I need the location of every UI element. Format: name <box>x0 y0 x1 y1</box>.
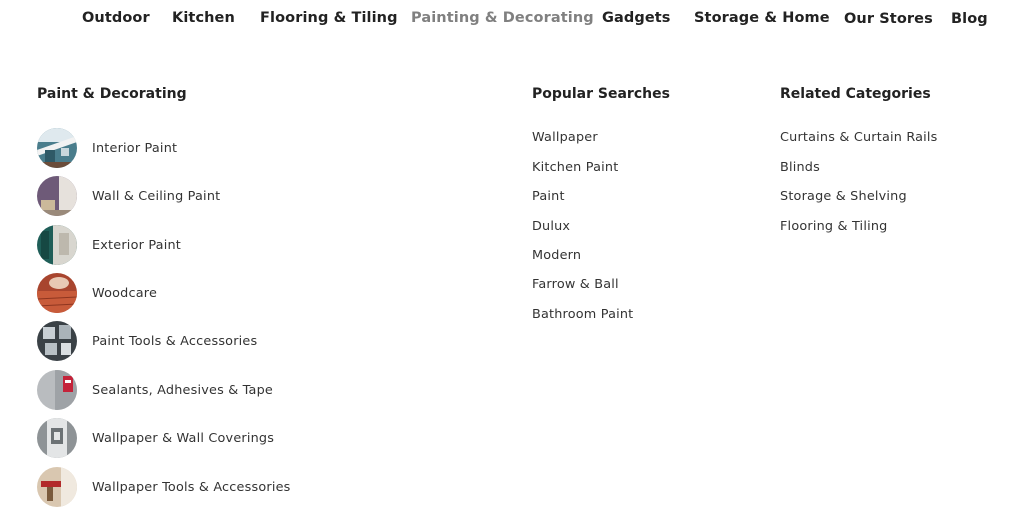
category-item-sealants[interactable] <box>37 370 337 410</box>
sealants-thumbnail <box>37 370 77 410</box>
popular-search-link[interactable]: Wallpaper <box>532 130 598 145</box>
category-item-wallpaper[interactable] <box>37 418 337 458</box>
category-label: Wallpaper & Wall Coverings <box>92 430 275 446</box>
related-category-link[interactable]: Storage & Shelving <box>780 189 907 204</box>
nav-item-flooring[interactable]: Flooring & Tiling <box>260 10 398 26</box>
wall-ceiling-paint-thumbnail <box>37 176 77 216</box>
category-label: Exterior Paint <box>92 237 181 253</box>
nav-item-blog[interactable]: Blog <box>951 11 988 27</box>
popular-search-link[interactable]: Modern <box>532 248 582 263</box>
nav-item-outdoor[interactable]: Outdoor <box>82 10 150 26</box>
category-item-exterior-paint[interactable] <box>37 225 337 265</box>
popular-searches-heading: Popular Searches <box>532 86 670 102</box>
interior-paint-thumbnail <box>37 128 77 168</box>
nav-item-storage-home[interactable]: Storage & Home <box>694 10 830 26</box>
related-category-link[interactable]: Flooring & Tiling <box>780 219 888 234</box>
related-category-link[interactable]: Blinds <box>780 160 820 175</box>
category-item-wall-ceiling-paint[interactable] <box>37 176 337 216</box>
category-label: Interior Paint <box>92 140 178 156</box>
popular-search-link[interactable]: Bathroom Paint <box>532 307 634 322</box>
popular-search-link[interactable]: Dulux <box>532 219 571 234</box>
related-category-link[interactable]: Curtains & Curtain Rails <box>780 130 938 145</box>
category-item-paint-tools[interactable] <box>37 321 337 361</box>
paint-tools-thumbnail <box>37 321 77 361</box>
category-label: Wall & Ceiling Paint <box>92 188 221 204</box>
wallpaper-tools-thumbnail <box>37 467 77 507</box>
nav-item-painting-decorating[interactable]: Painting & Decorating <box>411 10 594 26</box>
popular-search-link[interactable]: Farrow & Ball <box>532 277 619 292</box>
category-label: Woodcare <box>92 285 158 301</box>
category-label: Wallpaper Tools & Accessories <box>92 479 291 495</box>
woodcare-thumbnail <box>37 273 77 313</box>
categories-heading: Paint & Decorating <box>37 86 187 102</box>
related-categories-heading: Related Categories <box>780 86 931 102</box>
category-label: Paint Tools & Accessories <box>92 333 258 349</box>
category-label: Sealants, Adhesives & Tape <box>92 382 273 398</box>
wallpaper-thumbnail <box>37 418 77 458</box>
category-item-wallpaper-tools[interactable] <box>37 467 337 507</box>
nav-item-our-stores[interactable]: Our Stores <box>844 11 933 27</box>
exterior-paint-thumbnail <box>37 225 77 265</box>
nav-item-gadgets[interactable]: Gadgets <box>602 10 671 26</box>
category-item-interior-paint[interactable] <box>37 128 337 168</box>
main-navigation <box>0 0 1016 44</box>
category-item-woodcare[interactable] <box>37 273 337 313</box>
nav-item-kitchen[interactable]: Kitchen <box>172 10 235 26</box>
popular-search-link[interactable]: Kitchen Paint <box>532 160 619 175</box>
popular-search-link[interactable]: Paint <box>532 189 565 204</box>
